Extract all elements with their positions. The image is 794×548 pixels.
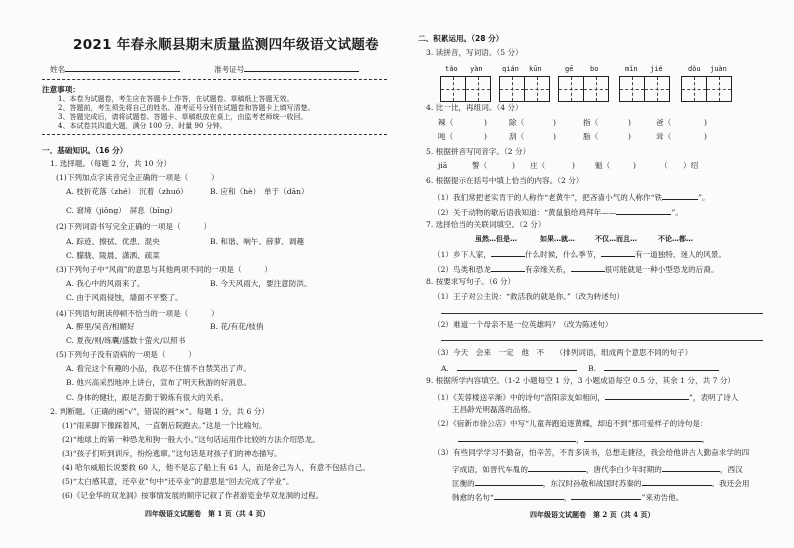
q9-3-text: 匡衡的 <box>452 479 475 488</box>
question-5: 5. 根据拼音写同音字。（2 分） <box>426 147 531 156</box>
answer-blank[interactable] <box>601 248 635 257</box>
notice-item: 1、本卷为试题卷，考生应在答题卡上作答，在试题卷、草稿纸上答题无效。 <box>58 95 294 103</box>
question-1-5: (5)下列句子没有语病的一项是（ ） <box>56 350 196 359</box>
question-3: 3. 读拼音，写词语。（5 分） <box>426 48 523 57</box>
section-2-heading: 二、积累运用。（28 分） <box>418 34 504 43</box>
conjunction-option: 不仅…而且… <box>595 235 637 243</box>
grid-cell <box>465 77 490 101</box>
judgement-item: (4) 哈尔威船长说要救 60 人，他不是忘了船上有 61 人，而是舍己为人，有意不包括自己。 <box>62 463 370 472</box>
question-1: 1. 选择题。（每题 2 分，共 10 分） <box>50 159 172 168</box>
answer-blank[interactable] <box>475 477 543 486</box>
pinyin-jia: jiā <box>438 161 448 170</box>
option-c: C. 朦胧、陵晨、潇洒、疏菜 <box>66 251 160 260</box>
q9-2-blanks <box>458 433 709 445</box>
question-1-1: (1)下列加点字读音完全正确的一项是（ ） <box>56 173 219 182</box>
question-9-3: （3）有些同学学习不勤奋，怕辛苦，不肯多读书，总想走捷径，我会给他讲古人勤奋求学的四 <box>433 448 750 457</box>
paren: ) <box>628 118 631 127</box>
pinyin: gē <box>565 65 574 73</box>
question-1-3: (3)下列句子中“风雨”的意思与其他两项不同的一项是（ ） <box>56 265 272 274</box>
answer-blank[interactable] <box>457 362 577 371</box>
answer-blank[interactable] <box>458 433 576 442</box>
homophone-char: 魁（ <box>595 161 611 170</box>
conjunction-option: 如果…就… <box>540 235 575 243</box>
q7-2-text: （2）鸟类和恐龙 <box>433 265 491 274</box>
question-4: 4. 比一比，再组词。（4 分） <box>426 103 523 112</box>
question-8-2: （2）难道一个母亲不是一位英雄吗？（改为陈述句） <box>433 320 613 329</box>
paren: ) <box>628 132 631 141</box>
comma: ， <box>563 493 572 502</box>
question-6-1 <box>433 191 710 203</box>
question-2: 2. 判断题。（正确的画“√”，错误的画“×”。每题 1 分，共 6 分） <box>50 407 269 416</box>
q9-3-text: 字成语，如晋代车胤的 <box>452 465 528 474</box>
grid-cell <box>682 77 706 101</box>
conjunction-option: 不论…都… <box>658 235 693 243</box>
homophone-char: 警（ <box>472 161 488 170</box>
paren: ) <box>484 132 487 141</box>
notice-item: 3、答题完成后，请将试题卷、答题卡、草稿纸放在桌上，由监考老师统一收回。 <box>58 113 308 121</box>
writing-grid[interactable] <box>619 76 670 102</box>
q7-2-text: 有亲缘关系， <box>525 265 571 274</box>
question-6: 6. 根据提示在括号中填上恰当的内容。（2 分） <box>426 176 584 185</box>
divider <box>42 79 387 80</box>
paren: ) <box>553 132 556 141</box>
paren: ) <box>484 118 487 127</box>
compare-char: 爸（ <box>656 118 672 127</box>
page-footer: 四年级语文试题卷 第 2 页（共 4 页） <box>530 510 655 519</box>
option-c: C. 夏夜/则/练囊/盛数十萤火/以照书 <box>66 336 186 345</box>
paren: ) <box>633 161 636 170</box>
option-c: C. 身体的健壮，跟是否勤于锻炼有很大的关系。 <box>66 393 229 402</box>
answer-blank[interactable] <box>616 206 671 215</box>
grid-cell <box>706 77 731 101</box>
name-blank[interactable] <box>65 63 180 72</box>
answer-blank[interactable] <box>571 491 641 500</box>
option-a: A. 踪迹、擦拭、优患、混央 <box>66 237 160 246</box>
q6-1-end: ”。 <box>698 193 710 202</box>
homophone-char: ）绍 <box>683 161 699 170</box>
paren: ) <box>512 161 515 170</box>
answer-blank[interactable] <box>662 191 698 200</box>
paren: ) <box>572 161 575 170</box>
judgement-item: (2)“地球上的第一种恐龙和狗一般大小。”这句话运用作比较的方法介绍恐龙。 <box>62 435 320 444</box>
exam-number-field[interactable] <box>214 63 359 75</box>
question-9: 9. 根据所学内容填空。（1-2 小题每空 1 分，3 小题成语每空 0.5 分，其余 1 分，共 7 分） <box>426 376 736 385</box>
section-1-heading: 一、基础知识。（16 分） <box>42 146 128 155</box>
answer-line[interactable] <box>441 313 763 314</box>
judgement-item: (1)“雨来脚下像踩着风，一直朝后院跑去。”这是一个比喻句。 <box>62 421 267 430</box>
question-9-1 <box>433 391 738 403</box>
q9-3-text: ，唐代李白少年时期的 <box>585 465 662 474</box>
writing-grid[interactable] <box>499 76 550 102</box>
exam-title: 2021 年春永顺县期末质量监测四年级语文试题卷 <box>73 37 379 53</box>
judgement-item: (3)“孩子们听到训斥，纷纷逃窜。”这句话是对孩子们的神态描写。 <box>62 449 282 458</box>
writing-grid[interactable] <box>440 76 491 102</box>
judgement-item: (5)“太白感其意，还卒业”句中“还卒业”的意思是“回去完成了学业”。 <box>62 477 294 486</box>
answer-blank[interactable] <box>528 463 586 472</box>
answer-blank[interactable] <box>605 391 689 400</box>
option-b: B. 花/有花/枝俏 <box>210 322 264 331</box>
notice-item: 2、答题前，考生须先将自己的姓名、准考证号分别在试题卷和答题卡上填写清楚。 <box>58 104 315 112</box>
grid-cell <box>644 77 669 101</box>
option-a: A. 我心中的风雨来了。 <box>66 279 145 288</box>
option-b: B. 和谐、响午、薛萝、调趣 <box>210 237 304 246</box>
answer-blank[interactable] <box>642 477 712 486</box>
pinyin: dǒu <box>688 65 701 73</box>
name-label: 姓名 <box>50 65 66 74</box>
option-c: C. 窘境（jiǒng） 屏息（bǐng） <box>66 206 178 215</box>
q9-3-text: ，东汉时孙敬和战国时苏秦的 <box>542 479 642 488</box>
writing-grid[interactable] <box>558 76 609 102</box>
label-a: A. <box>441 364 449 373</box>
q7-1-text: （1）乡下人家， <box>433 250 491 259</box>
option-a: A. 枝折花落（zhé） 沉着（zhuó） <box>66 187 188 196</box>
question-7-2 <box>433 263 718 275</box>
pinyin: qián <box>502 65 519 73</box>
question-8-1: （1）王子对公主说：“救活我的就是你。”（改为转述句） <box>433 292 625 301</box>
q9-1-text: （1）《芙蓉楼送辛渐》中的诗句“洛阳亲友如相问， <box>433 393 605 402</box>
pinyin: kūn <box>529 65 542 73</box>
compare-char: 脂（ <box>583 132 599 141</box>
grid-cell <box>500 77 524 101</box>
q6-1-text: （1）我们常把老实肯干的人称作“老黄牛”，把吝啬小气的人称作“铁 <box>433 193 663 202</box>
option-a: A. 看完这个有趣的小品，我忍不住情不自禁笑出了声。 <box>66 364 251 373</box>
question-7: 7. 选择恰当的关联词填空。（2 分） <box>426 220 546 229</box>
option-b: B. 今天风雨大，要注意防洪。 <box>210 279 312 288</box>
question-8-3: （3）今天 会来 一定 他 不 （排列词语，组成两个意思不同的句子） <box>433 348 693 357</box>
q9-3-text: 韩愈的名句“ <box>452 493 494 502</box>
q9-1-continued: 王昌龄光明磊落的品格。 <box>452 405 536 414</box>
question-1-2: (2)下列词语书写完全正确的一项是（ ） <box>56 222 212 231</box>
answer-blank[interactable] <box>662 463 720 472</box>
comma: ， <box>576 435 584 444</box>
exam-number-blank[interactable] <box>244 63 359 72</box>
compare-char: 除（ <box>509 118 525 127</box>
grid-cell <box>583 77 608 101</box>
pinyin: bo <box>590 65 599 73</box>
option-a: A. 醉里/吴音/相媚好 <box>66 322 135 331</box>
paren: ) <box>704 118 707 127</box>
homophone-char: （ <box>660 161 668 170</box>
answer-line[interactable] <box>441 340 763 341</box>
option-b: B. 应和（hè） 单于（dān） <box>210 187 309 196</box>
q7-1-text: 有一道独特、迷人的风景。 <box>634 250 727 259</box>
judgement-item: (6)《记金华的双龙洞》按事情发展的顺序记叙了作者游览金华双龙洞的过程。 <box>62 491 324 500</box>
compare-char: 辣（ <box>438 118 454 127</box>
notice-title: 注意事项： <box>42 85 80 94</box>
question-6-2 <box>433 206 683 218</box>
name-field[interactable] <box>50 63 180 75</box>
question-1-4: (4)下列语句朗读停顿不恰当的一项是（ ） <box>56 309 219 318</box>
answer-blank[interactable] <box>491 248 525 257</box>
q9-3-text: ，西汉 <box>719 465 743 474</box>
grid-cell <box>441 77 465 101</box>
answer-blank[interactable] <box>604 362 719 371</box>
answer-a <box>441 362 577 374</box>
q9-3-text: ”来劝告他。 <box>641 493 684 502</box>
grid-cell <box>559 77 583 101</box>
pinyin: tǎo <box>445 65 458 73</box>
answer-blank[interactable] <box>584 433 702 442</box>
pinyin: mǐn <box>625 65 638 73</box>
answer-blank[interactable] <box>494 491 564 500</box>
conjunction-option: 虽然…但是… <box>475 235 517 243</box>
label-b: B. <box>588 364 596 373</box>
exam-number-label: 准考证号 <box>214 65 245 74</box>
q9-3-text: 。我还会用 <box>711 479 750 488</box>
pinyin: juàn <box>710 65 727 73</box>
q7-1-text: 什么时候，什么季节， <box>525 250 601 259</box>
answer-blank[interactable] <box>491 263 525 272</box>
grid-cell <box>524 77 549 101</box>
option-c: C. 由于风雨侵蚀，墙面不平整了。 <box>66 293 183 302</box>
q7-2-text: 很可能就是一种小型恐龙的后裔。 <box>604 265 719 274</box>
q9-3-line <box>452 491 683 503</box>
answer-blank[interactable] <box>571 263 605 272</box>
compare-char: 指（ <box>583 118 599 127</box>
q9-1-text: ”，表明了诗人 <box>688 393 739 402</box>
paren: ) <box>704 132 707 141</box>
notice-item: 4、本试卷共四道大题，满分 100 分，时量 90 分钟。 <box>58 122 227 130</box>
pinyin: yàn <box>470 65 483 73</box>
q6-2-text: （2）关于动物的歇后语我知道：“黄鼠狼给鸡拜年—— <box>433 208 617 217</box>
compare-char: 耸（ <box>656 132 672 141</box>
question-7-1 <box>433 248 726 260</box>
grid-cell <box>620 77 644 101</box>
writing-grid[interactable] <box>681 76 732 102</box>
pinyin: jié <box>650 65 663 73</box>
option-b: B. 他兴高采烈地冲上讲台，宣布了明天秋游的好消息。 <box>66 378 252 387</box>
answer-b <box>588 362 719 374</box>
q6-2-end: ”。 <box>671 208 683 217</box>
q9-3-line <box>452 463 743 475</box>
homophone-char: 庄（ <box>530 161 546 170</box>
question-8: 8. 按要求写句子。（6 分） <box>426 277 516 286</box>
paren: ) <box>553 118 556 127</box>
page-footer: 四年级语文试题卷 第 1 页（共 4 页） <box>145 509 270 518</box>
period: 。 <box>701 435 710 444</box>
compare-char: 吨（ <box>438 132 454 141</box>
compare-char: 刮（ <box>509 132 525 141</box>
q9-3-line <box>452 477 749 489</box>
question-9-2: （2）《宿新市徐公店》中写“儿童奔跑追逐黄蝶，却追不到”那可爱样子的诗句是： <box>433 419 708 428</box>
divider <box>42 134 387 135</box>
